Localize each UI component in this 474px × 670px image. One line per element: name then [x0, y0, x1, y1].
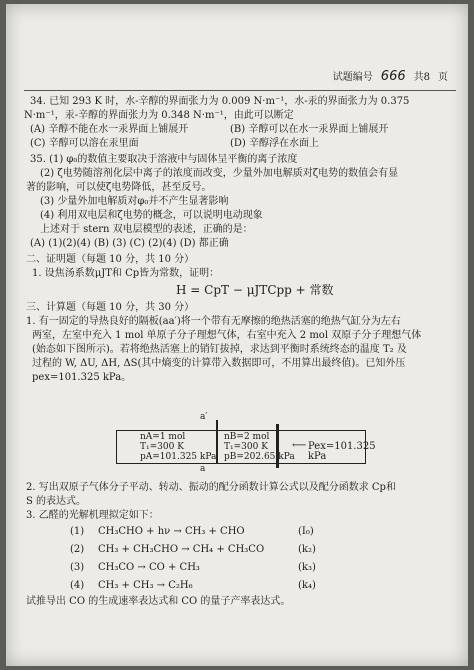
q34-option-d: (D) 辛醇浮在水面上 [230, 138, 319, 149]
cylinder-diagram [96, 412, 396, 474]
proof-statement: 1. 设焦汤系数μJT和 Cp皆为常数，证明： [32, 268, 220, 279]
right-temperature: T₁=300 K [224, 442, 268, 452]
q35-line-2: (2) ζ电势随溶剂化层中离子的浓度而改变，少量外加电解质对ζ电势的数值会有显 [40, 168, 399, 179]
calc-1-line-4: 过程的 W, ΔU, ΔH, ΔS(其中熵变的计算带入数据即可，不用算出最终值)。已知外压 [32, 358, 406, 369]
calc-1-line-2: 两室，左室中充入 1 mol 单原子分子理想气体，右室中充入 2 mol 双原子分子理想气体 [32, 330, 422, 341]
reaction-1: (1) CH₃CHO + hν → CH₃ + CHO (I₀) [70, 526, 314, 537]
left-amount: nA=1 mol [140, 432, 186, 442]
q35-line-1: 35. (1) φ₀的数值主要取决于溶液中与固体呈平衡的离子浓度 [30, 154, 298, 165]
calc-1-line-5: pex=101.325 kPa。 [32, 372, 132, 383]
q35-options: (A) (1)(2)(4) (B) (3) (C) (2)(4) (D) 都正确 [30, 238, 229, 249]
page-count: 共8 [413, 72, 430, 83]
q35-line-4: (3) 少量外加电解质对φ₀并不产生显著影响 [40, 196, 229, 207]
q34-option-a: (A) 辛醇不能在水一汞界面上铺展开 [30, 124, 189, 135]
partition-bottom-label: a [200, 464, 206, 474]
partition-top-label: a′ [200, 412, 208, 422]
reaction-2: (2) CH₃ + CH₃CHO → CH₄ + CH₃CO (k₂) [70, 544, 316, 555]
reaction-4: (4) CH₃ + CH₃ → C₂H₆ (k₄) [70, 580, 316, 591]
calc-1-line-1: 1. 有一固定的导热良好的隔板(aa′)将一个带有无摩擦的绝热活塞的绝热气缸分为左右 [26, 316, 401, 327]
q34-option-c: (C) 辛醇可以溶在汞里面 [30, 138, 139, 149]
calc-2-line-1: 2. 写出双原子气体分子平动、转动、振动的配分函数计算公式以及配分函数求 Cp和 [26, 482, 396, 493]
exam-page [6, 4, 468, 666]
q34-line-2: N·m⁻¹，汞-辛醇的界面张力为 0.348 N·m⁻¹，由此可以断定 [24, 110, 294, 121]
q35-line-3: 著的影响，可以使ζ电势降低，甚至反号。 [26, 182, 212, 193]
exam-number: 666 [380, 69, 406, 84]
proof-formula: H = CpT − μJTCpp + 常数 [176, 283, 334, 297]
q35-line-5: (4) 利用双电层和ζ电势的概念，可以说明电动现象 [40, 210, 263, 221]
calc-3-intro: 3. 乙醛的光解机理拟定如下： [26, 510, 159, 521]
page-suffix: 页 [438, 72, 448, 83]
external-pressure-arrow-icon: ⟵ [292, 440, 307, 451]
reaction-3: (3) CH₃CO → CO + CH₃ (k₃) [70, 562, 316, 573]
q34-option-b: (B) 辛醇可以在水一汞界面上铺展开 [230, 124, 389, 135]
section-3-title: 三、计算题（每题 10 分，共 30 分） [26, 302, 195, 313]
external-pressure-label: Pex=101.325 kPa [308, 441, 376, 462]
header-rule [24, 90, 456, 91]
right-amount: nB=2 mol [224, 432, 270, 442]
calc-1-line-3: (始态如下图所示)。若将绝热活塞上的销钉拔掉，求达到平衡时系统终态的温度 T₂ 及 [32, 344, 407, 355]
calc-2-line-2: S 的表达式。 [26, 496, 87, 507]
calc-3-task: 试推导出 CO 的生成速率表达式和 CO 的量子产率表达式。 [26, 596, 291, 607]
q35-line-6: 上述对于 stern 双电层模型的表述，正确的是： [40, 224, 253, 235]
left-temperature: T₁=300 K [140, 442, 184, 452]
header-label: 试题编号 [332, 72, 373, 83]
section-2-title: 二、证明题（每题 10 分，共 10 分） [26, 254, 195, 265]
header [333, 68, 448, 84]
left-pressure: pA=101.325 kPa [140, 452, 217, 462]
q34-line-1: 34. 已知 293 K 时，水-辛醇的界面张力为 0.009 N·m⁻¹，水-汞的界面张力为 0.375 [30, 96, 410, 107]
right-pressure: pB=202.65 kPa [224, 452, 295, 462]
